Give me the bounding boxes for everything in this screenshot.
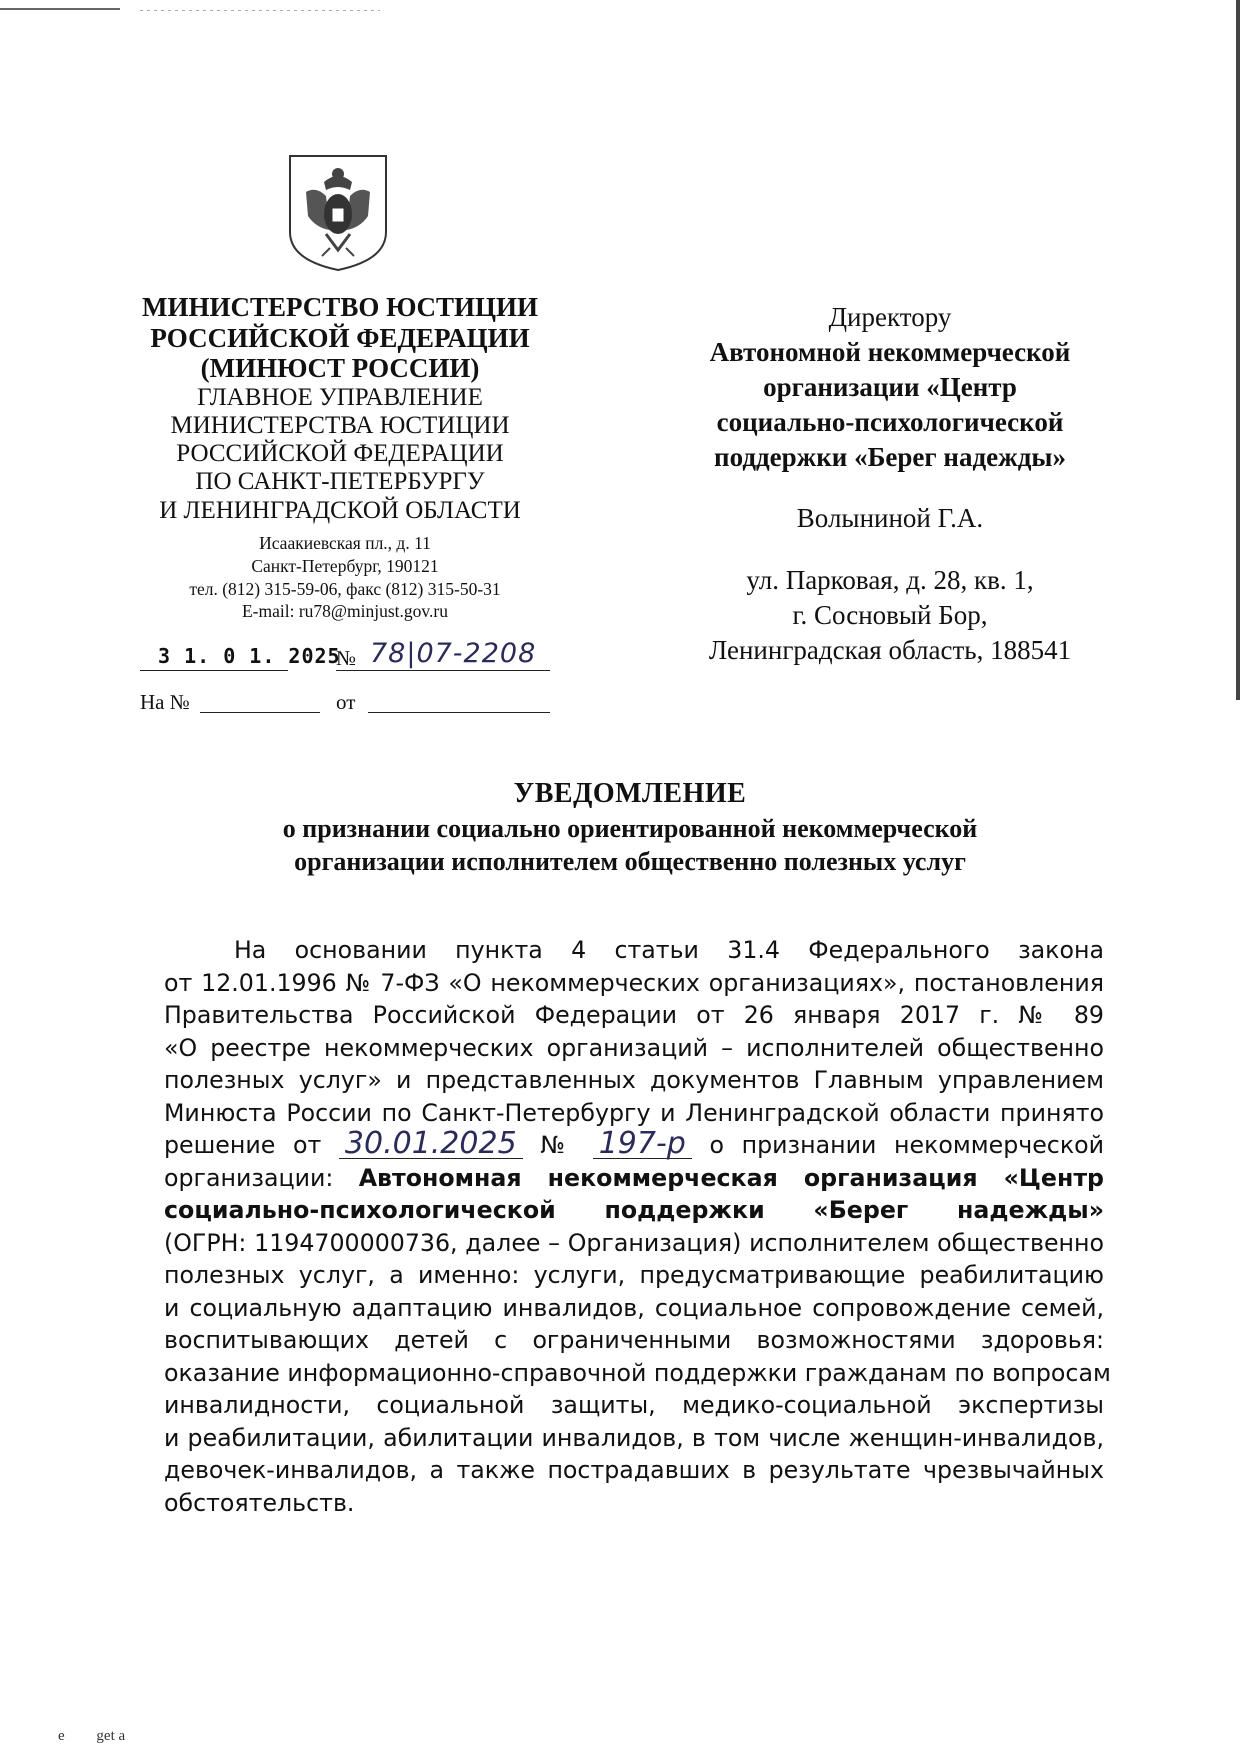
body-line: и социальную адаптацию инвалидов, социальное сопровождение семей, — [164, 1293, 1104, 1322]
notice-heading: УВЕДОМЛЕНИЕ — [513, 778, 747, 809]
reply-number-label: На № — [140, 690, 190, 714]
addressee-org-line: организации «Центр — [763, 372, 1017, 403]
addressee-address-line: ул. Парковая, д. 28, кв. 1, — [746, 564, 1034, 595]
decision-prefix: решение от — [164, 1131, 322, 1159]
notice-subheading-line: о признании социально ориентированной некоммерческой — [282, 813, 978, 843]
address-line: Исаакиевская пл., д. 11 — [259, 533, 431, 553]
number-underline — [336, 670, 550, 671]
body-line: инвалидности, социальной защиты, медико-социальной экспертизы — [164, 1391, 1104, 1419]
footer-text: get a — [96, 1728, 126, 1744]
body-line: (ОГРН: 1194700000736, далее – Организация) исполнителем общественно — [164, 1228, 1104, 1257]
ministry-name-line: МИНИСТЕРСТВО ЮСТИЦИИ — [141, 292, 538, 322]
addressee-name: Волыниной Г.А. — [796, 503, 984, 534]
scan-edge — [1236, 0, 1240, 700]
ministry-name-line: (МИНЮСТ РОССИИ) — [200, 353, 480, 383]
body-line: девочек-инвалидов, а также пострадавших в результате чрезвычайных — [164, 1456, 1104, 1484]
body-line: На основании пункта 4 статьи 31.4 Федерального закона — [234, 936, 1104, 964]
addressee-org-line: поддержки «Берег надежды» — [714, 442, 1066, 473]
addressee-position: Директору — [828, 302, 952, 332]
body-line: «О реестре некоммерческих организаций – исполнителей общественно — [164, 1033, 1104, 1062]
phone-fax-line: тел. (812) 315-59-06, факс (812) 315-50-31 — [189, 578, 501, 599]
body-line: полезных услуг, а именно: услуги, предусматривающие реабилитацию — [164, 1261, 1104, 1289]
page-footer — [58, 1728, 153, 1745]
body-line: Минюста России по Санкт-Петербургу и Ленинградской области принято — [164, 1098, 1104, 1127]
department-line: ГЛАВНОЕ УПРАВЛЕНИЕ — [197, 383, 483, 411]
body-line: обстоятельств. — [164, 1488, 355, 1517]
body-line — [164, 1162, 1104, 1195]
department-line: И ЛЕНИНГРАДСКОЙ ОБЛАСТИ — [159, 496, 521, 524]
notice-body — [164, 934, 1111, 1519]
reply-date-label: от — [336, 690, 356, 714]
footer-text: e — [58, 1728, 65, 1744]
decision-suffix: о признании некоммерческой — [709, 1131, 1105, 1159]
registration-number-row — [140, 640, 550, 676]
body-line — [164, 1194, 1104, 1227]
body-line: от 12.01.1996 № 7-ФЗ «О некоммерческих организациях», постановления — [164, 968, 1104, 997]
reply-date-blank — [368, 712, 550, 713]
addressee-block — [680, 300, 1100, 668]
addressee-address-line: Ленинградская область, 188541 — [708, 634, 1072, 665]
notice-title — [120, 776, 1140, 878]
org-name-bold: социально-психологической поддержки «Берег надежды» — [164, 1196, 1104, 1224]
ministry-name-line: РОССИЙСКОЙ ФЕДЕРАЦИИ — [150, 322, 530, 353]
email-line: E-mail: ru78@minjust.gov.ru — [241, 601, 448, 622]
body-line: и реабилитации, абилитации инвалидов, в том числе женщин-инвалидов, — [164, 1423, 1104, 1452]
department-line: РОССИЙСКОЙ ФЕДЕРАЦИИ — [176, 440, 504, 467]
outgoing-date-stamp: 3 1. 0 1. 2025 — [158, 644, 341, 668]
date-underline — [140, 670, 288, 671]
coat-of-arms-emblem-icon — [286, 152, 390, 274]
org-name-bold: Автономная некоммерческая организация «Центр — [358, 1163, 1104, 1192]
contact-block — [150, 532, 540, 623]
city-line: Санкт-Петербург, 190121 — [251, 555, 439, 576]
reply-number-blank — [200, 712, 320, 713]
reply-reference-row — [140, 690, 550, 720]
addressee-org-line: Автономной некоммерческой — [709, 337, 1071, 368]
department-line: ПО САНКТ-ПЕТЕРБУРГУ — [195, 468, 485, 496]
org-prefix: организации: — [164, 1163, 334, 1192]
addressee-address-line: г. Сосновый Бор, — [792, 599, 988, 630]
number-label: № — [336, 646, 357, 670]
decision-number-label: № — [540, 1131, 576, 1159]
outgoing-number: 78|07-2208 — [370, 638, 537, 669]
body-line: полезных услуг» и представленных документов Главным управлением — [164, 1066, 1104, 1094]
department-line: МИНИСТЕРСТВА ЮСТИЦИИ — [170, 411, 510, 439]
addressee-org-line: социально-психологической — [716, 407, 1064, 438]
scan-artifact — [140, 10, 380, 11]
body-line: оказание информационно-справочной поддержки гражданам по вопросам — [164, 1358, 1111, 1387]
body-line-decision — [164, 1126, 1105, 1162]
decision-number-handwritten: 197-р — [593, 1130, 692, 1159]
notice-subheading-line: организации исполнителем общественно полезных услуг — [294, 847, 966, 877]
body-line: Правительства Российской Федерации от 26 января 2017 г. № 89 — [164, 1001, 1104, 1029]
decision-date-handwritten: 30.01.2025 — [339, 1130, 523, 1159]
scan-artifact — [0, 8, 120, 10]
body-line: воспитывающих детей с ограниченными возможностями здоровья: — [164, 1326, 1104, 1354]
ministry-letterhead — [140, 292, 540, 525]
